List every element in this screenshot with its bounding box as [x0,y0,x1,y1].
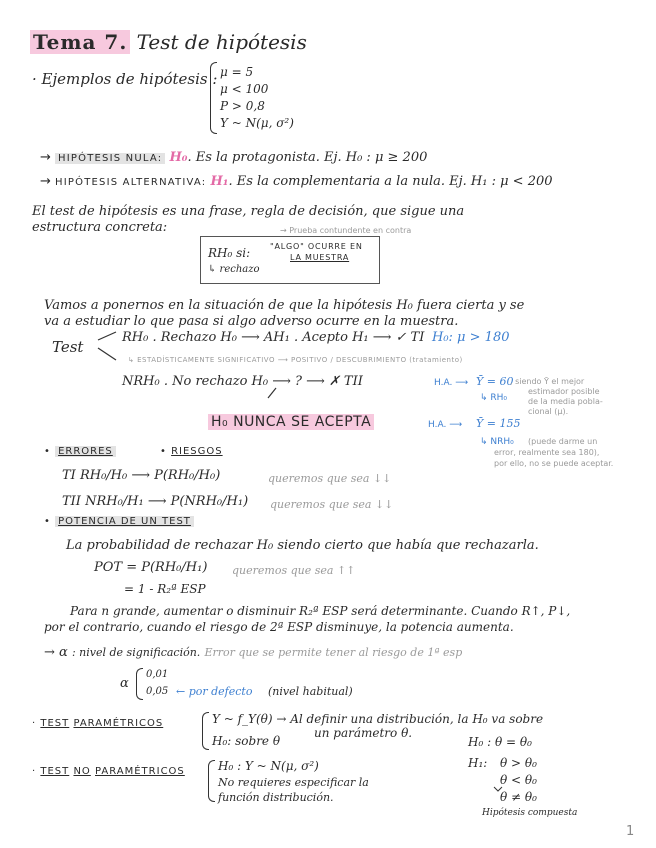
noparametricos-heading: · TEST NO PARAMÉTRICOS [32,766,185,777]
title-text: Test de hipótesis [136,30,307,54]
nunca-se-acepta: H₀ NUNCA SE ACEPTA [208,414,374,430]
alternativa-text: . Es la complementaria a la nula. Ej. H₁ : μ < 200 [228,174,553,189]
vamos-line-2: va a estudiar lo que pasa si algo adverso ocurre en la muestra. [44,314,459,329]
hipotesis-compuesta: Hipótesis compuesta [482,808,578,818]
ha2-note-1: (puede darme un [528,437,598,446]
parametricos-heading: · TEST PARAMÉTRICOS [32,718,164,729]
parametricos-h1-label: H₁: [468,756,488,770]
parametricos-h1b: θ < θ₀ [500,773,537,787]
alpha-symbol: α [120,676,129,691]
h0-symbol: H₀ [169,150,188,165]
ha1-note-2: estimador posible [528,387,600,396]
ha1-note-4: cional (μ). [528,407,569,416]
alpha-arrow: → α [44,645,68,660]
errores-label: ERRORES [55,446,116,457]
error-tipo-1-note: queremos que sea ↓↓ [268,472,392,485]
box-rh0: RH₀ si: [208,246,251,260]
test-rh0-line: RH₀ . Rechazo H₀ ⟶ AH₁ . Acepto H₁ ⟶ ✓ TI [122,330,425,345]
ejemplo-item: μ < 100 [220,82,269,96]
ejemplo-item: μ = 5 [220,65,254,79]
ha2-label: H.A. ⟶ [428,420,463,430]
box-algo-2: LA MUESTRA [290,253,350,262]
hipotesis-nula [40,150,427,165]
page-number: 1 [626,824,635,839]
potencia-formula: POT = P(RH₀/H₁) [94,560,208,575]
noparametricos-brace [208,760,215,802]
ha1-note-3: de la media pobla- [528,397,603,406]
potencia-heading: • POTENCIA DE UN TEST [44,516,194,527]
parametricos-line-2: H₀: sobre θ [212,734,281,748]
potencia-note: queremos que sea ↑↑ [232,564,356,577]
ha2-note-2: error, realmente sea 180), [494,448,600,457]
parametricos-brace [202,712,209,750]
parametricos-h0: H₀ : θ = θ₀ [468,735,532,749]
test-nrh0-line: NRH₀ . No rechazo H₀ ⟶ ? ⟶ ✗ TII [122,374,363,389]
noparametricos-label: PARAMÉTRICOS [95,766,185,777]
parametricos-label: PARAMÉTRICOS [73,718,164,729]
alpha-v1: 0,01 [146,669,169,680]
tema-label: Tema 7. [30,30,130,54]
alpha-label: : nivel de significación. [71,646,201,659]
arrow-icon: → [40,150,51,165]
noparametricos-line-1: H₀ : Y ~ N(μ, σ²) [218,759,319,773]
error-tipo-2-note: queremos que sea ↓↓ [270,498,394,511]
box-rechazo: ↳ rechazo [208,264,260,275]
parametricos-line-1b: un parámetro θ. [314,726,413,740]
ejemplo-item: Y ~ N(μ, σ²) [220,116,294,130]
parametricos-h1c: θ ≠ θ₀ [500,790,537,804]
parametricos-line-1: Y ~ f_Y(θ) → Al definir una distribución, la H₀ va sobre [212,712,544,726]
noparametricos-line-2: No requieres especificar la [218,776,369,789]
definicion-line-1: El test de hipótesis es una frase, regla de decisión, que sigue una [32,204,465,219]
ha2-note-3: por ello, no se puede aceptar. [494,459,614,468]
definicion-line-2: estructura concreta: [32,220,168,235]
riesgos-label: RIESGOS [171,446,223,457]
potencia-formula-2: = 1 - R₂ª ESP [124,582,206,596]
parametricos-h1a: θ > θ₀ [500,756,537,770]
hipotesis-alternativa [40,174,553,189]
error-tipo-1: TI RH₀/H₀ ⟶ P(RH₀/H₀) [62,468,221,483]
error-tipo-2: TII NRH₀/H₁ ⟶ P(NRH₀/H₁) [62,494,249,509]
ejemplos-list [220,64,294,132]
ha2-nrh0: ↳ NRH₀ [480,437,514,447]
page-title [30,30,307,54]
test-label: Test [52,338,84,356]
ha1-label: H.A. ⟶ [434,378,469,388]
ejemplos-brace [210,62,217,134]
box-note: → Prueba contundente en contra [280,226,412,235]
test-h0-blue: H₀: μ > 180 [432,330,510,345]
alpha-v2: 0,05 [146,686,169,697]
potencia-para-2: por el contrario, cuando el riesgo de 2ª ESP disminuye, la potencia aumenta. [44,620,514,634]
ha1-rh0: ↳ RH₀ [480,393,508,403]
h1-symbol: H₁ [210,174,229,189]
nula-label: HIPÓTESIS NULA: [55,153,165,164]
potencia-def: La probabilidad de rechazar H₀ siendo cierto que había que rechazarla. [66,538,539,553]
ejemplos-label: · Ejemplos de hipótesis : [32,70,218,88]
test-estad: ↳ ESTADÍSTICAMENTE SIGNIFICATIVO ⟶ POSITIVO / DESCUBRIMIENTO (tratamiento) [128,356,463,364]
riesgos-heading: • RIESGOS [160,446,223,457]
alpha-habitual: (nivel habitual) [268,685,353,698]
ha2-value: Ȳ = 155 [476,417,521,430]
alpha-brace [136,668,143,700]
alpha-gray: Error que se permite tener al riesgo de 1ª esp [204,646,463,659]
potencia-label: POTENCIA DE UN TEST [55,516,194,527]
ha1-value: Ȳ = 60 [476,375,514,388]
vamos-line-1: Vamos a ponernos en la situación de que la hipótesis H₀ fuera cierta y se [44,298,525,313]
errores-heading: • ERRORES [44,446,116,457]
alpha-line [44,645,462,660]
noparametricos-line-3: función distribución. [218,791,334,804]
alternativa-label: HIPÓTESIS ALTERNATIVA: [55,177,207,188]
arrow-icon: → [40,174,51,189]
nula-text: . Es la protagonista. Ej. H₀ : μ ≥ 200 [187,150,428,165]
potencia-para-1: Para n grande, aumentar o disminuir R₂ª ESP será determinante. Cuando R↑, P↓, [70,604,571,618]
ha1-note-1: , siendo Ȳ el mejor [510,377,585,386]
ejemplo-item: P > 0,8 [220,99,265,113]
alpha-defecto: ← por defecto [176,685,253,698]
box-algo-1: "ALGO" OCURRE EN [270,242,363,251]
